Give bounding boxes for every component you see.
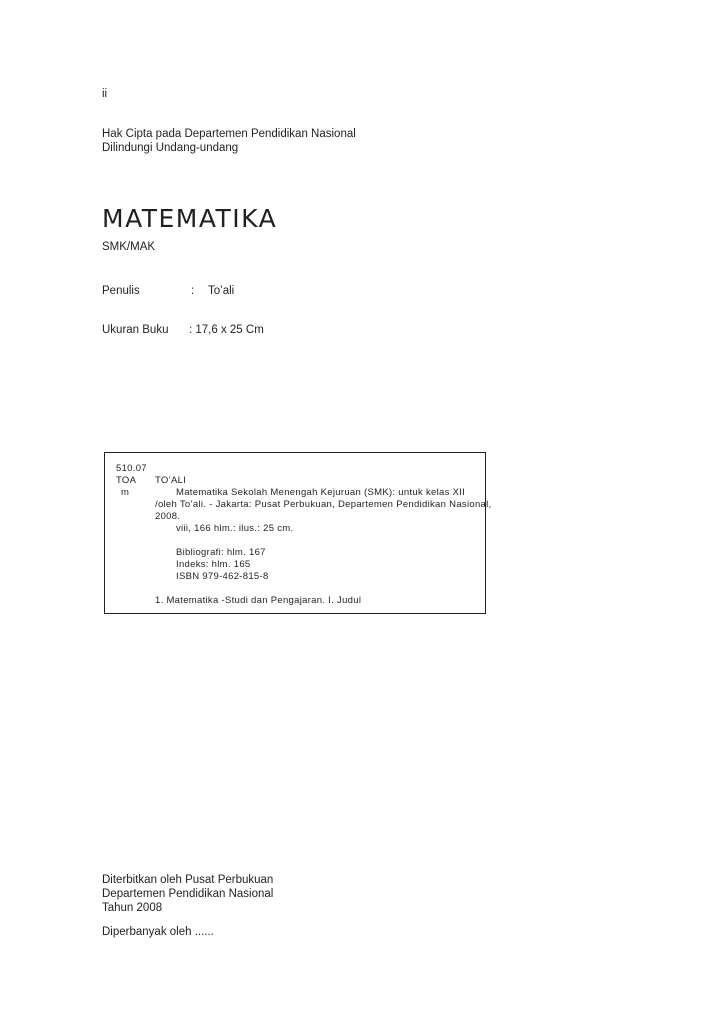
catalog-isbn: ISBN 979-462-815-8 — [176, 571, 269, 582]
publisher-line-1: Diterbitkan oleh Pusat Perbukuan — [102, 874, 274, 886]
page-number: ii — [102, 88, 108, 100]
publisher-line-2: Departemen Pendidikan Nasional — [102, 888, 274, 900]
catalog-author-heading: TO’ALI — [155, 475, 187, 486]
catalog-call-suffix: m — [121, 487, 130, 498]
catalog-physical-description: viii, 166 hlm.: ilus.: 25 cm. — [176, 523, 294, 534]
copyright-line-2: Dilindungi Undang-undang — [102, 142, 239, 154]
catalog-card — [104, 452, 492, 614]
catalog-subjects: 1. Matematika -Studi dan Pengajaran. I. Judul — [155, 595, 362, 606]
author-value: To’ali — [208, 285, 235, 297]
book-size-label: Ukuran Buku — [102, 324, 169, 336]
author-label: Penulis — [102, 285, 140, 297]
catalog-call-number: 510.07 — [116, 463, 147, 474]
reprint-note: Diperbanyak oleh ...... — [102, 926, 214, 938]
catalog-description-line-1: Matematika Sekolah Menengah Kejuruan (SMK): untuk kelas XII — [176, 487, 466, 498]
author-separator: : — [191, 285, 195, 297]
copyright-line-1: Hak Cipta pada Departemen Pendidikan Nasional — [102, 128, 356, 140]
catalog-description-line-3: 2008. — [155, 511, 181, 522]
catalog-bibliography: Bibliografi: hlm. 167 — [176, 547, 266, 558]
book-subtitle: SMK/MAK — [102, 241, 156, 253]
publisher-year: Tahun 2008 — [102, 902, 163, 914]
book-size-value: : 17,6 x 25 Cm — [189, 324, 264, 336]
book-title: MATEMATIKA — [102, 204, 278, 233]
catalog-call-code: TOA — [116, 475, 137, 486]
catalog-description-line-2: /oleh To’ali. - Jakarta: Pusat Perbukuan, Departemen Pendidikan Nasional, — [155, 499, 492, 510]
catalog-index: Indeks: hlm. 165 — [176, 559, 251, 570]
